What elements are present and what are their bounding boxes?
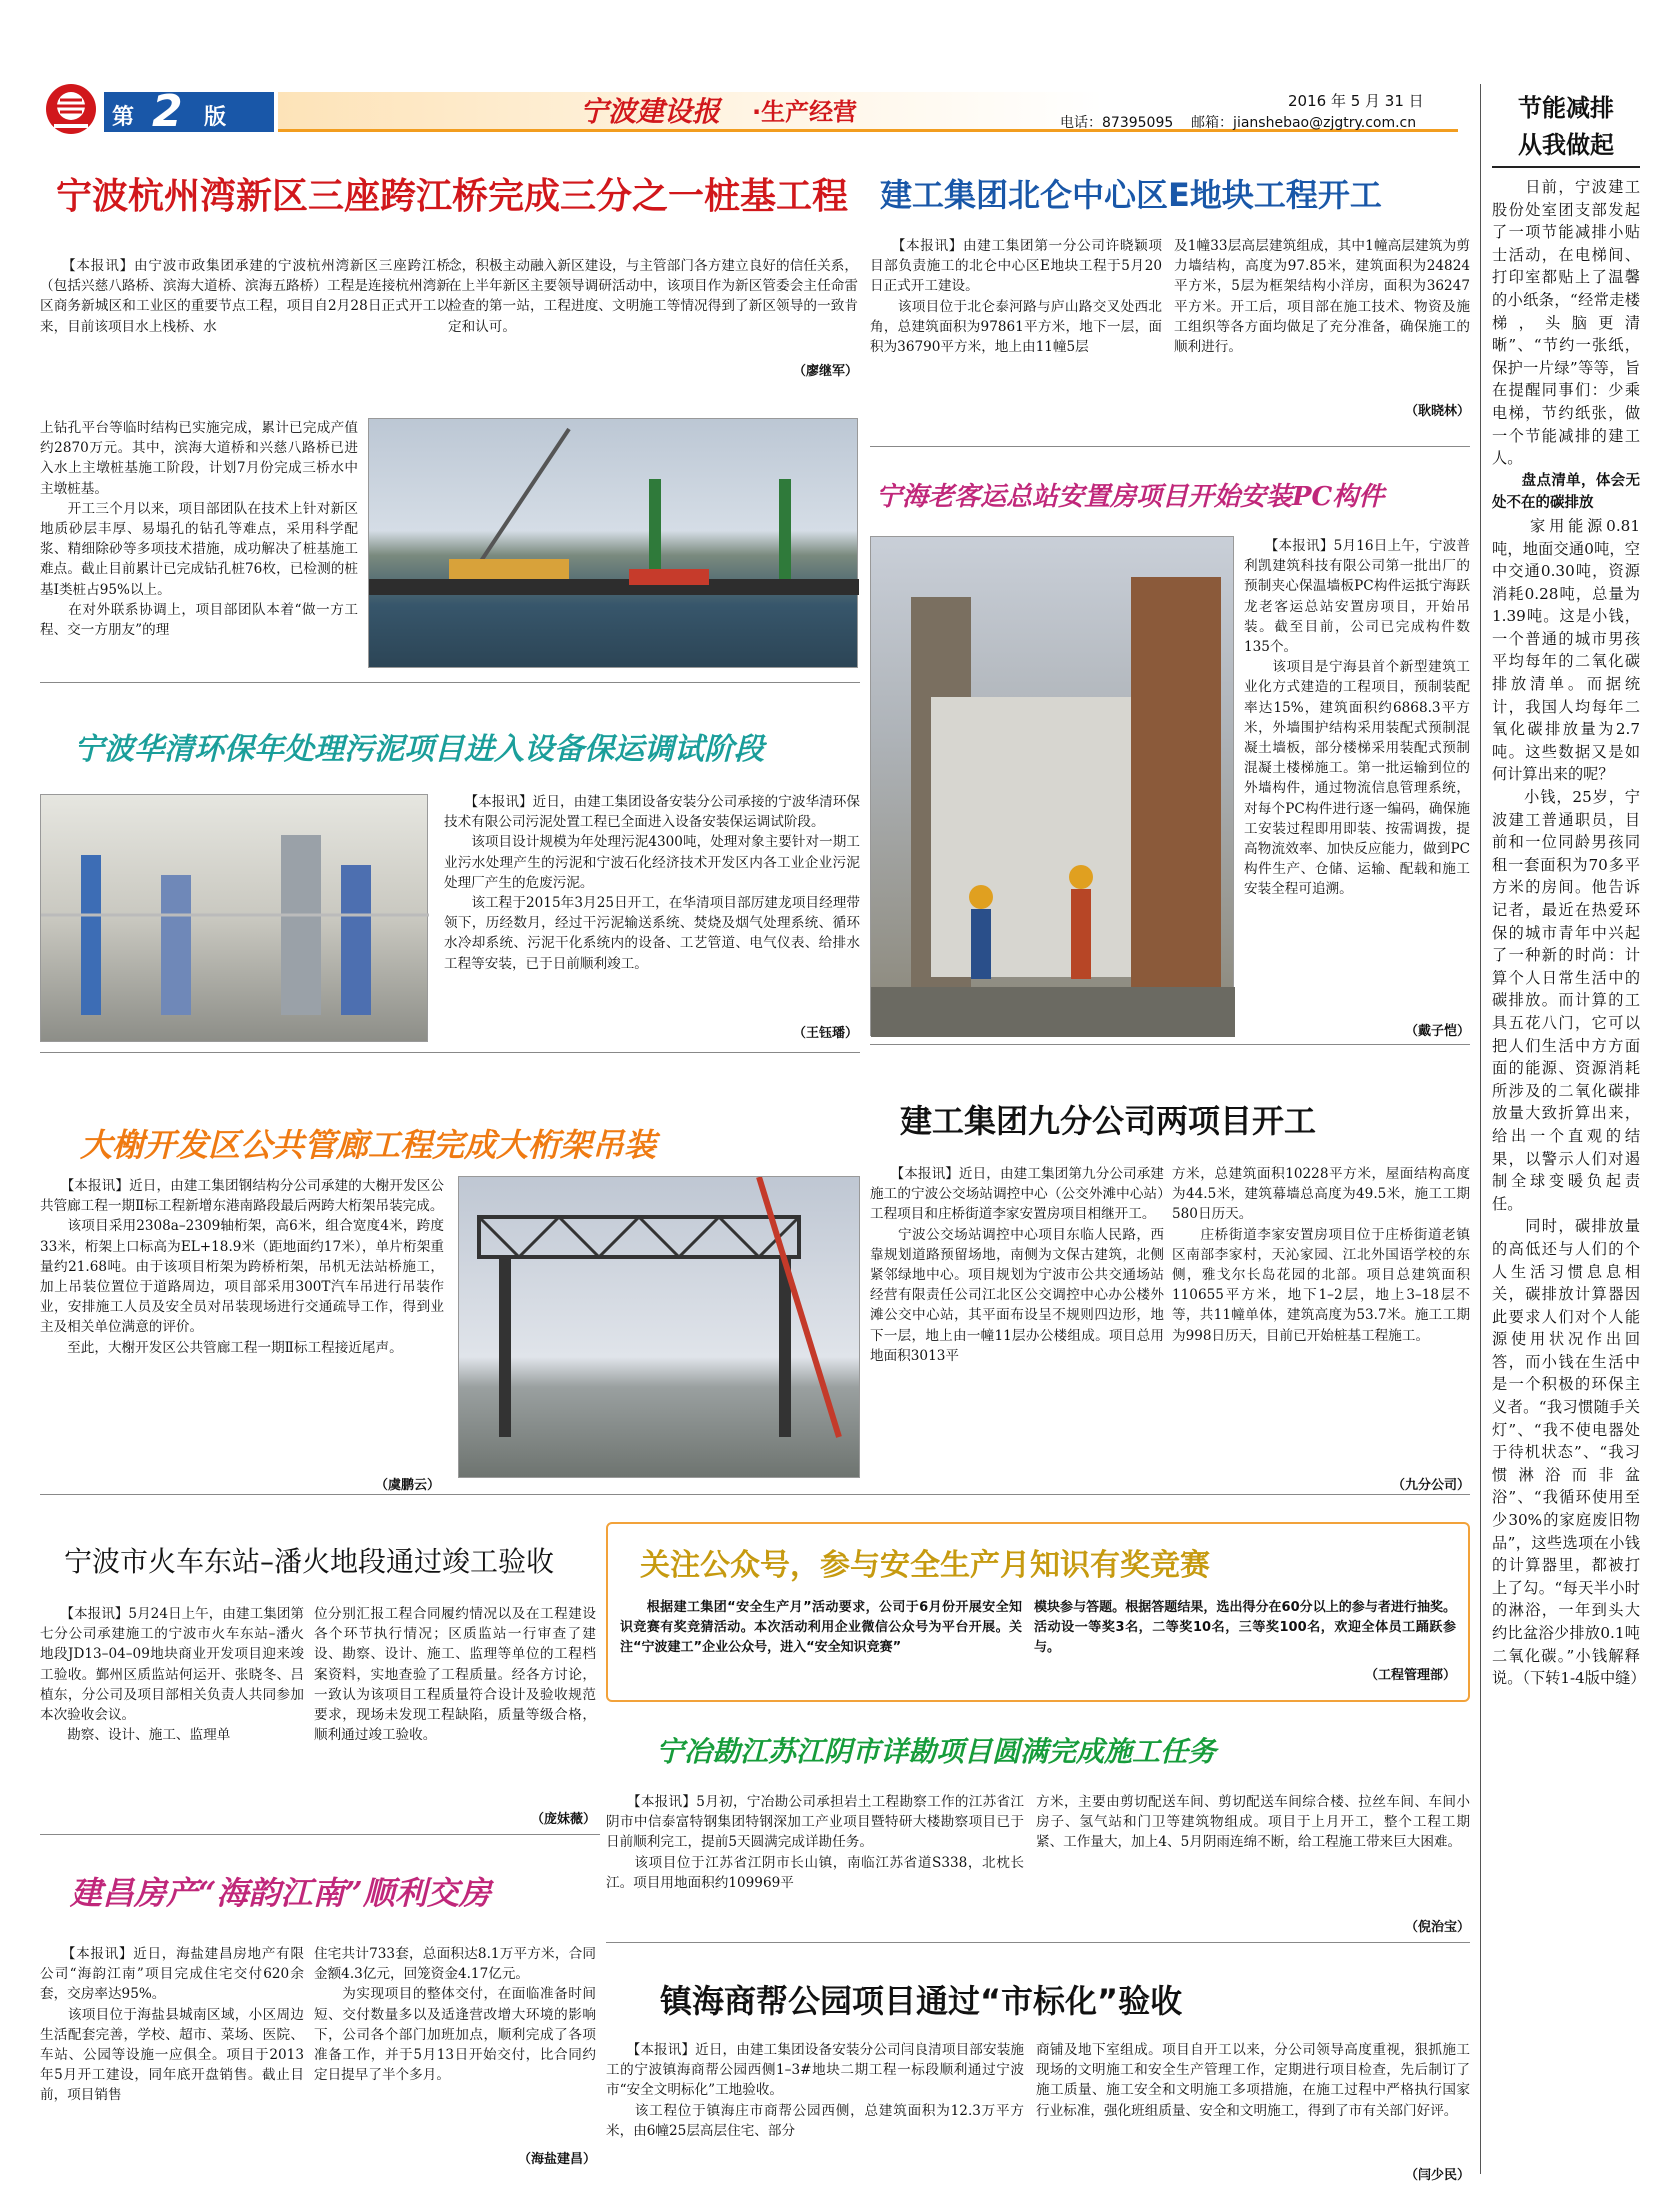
article-a11-author: （闫少民）: [1404, 2168, 1470, 2183]
contact-info: 电话：87395095 邮箱：jianshebao@zjgtry.com.cn: [1060, 115, 1417, 131]
article-a9-author: （工程管理部）: [1364, 1668, 1456, 1683]
article-a2-author: （王钰璠）: [792, 1026, 858, 1041]
article-a6-author: （九分公司）: [1391, 1478, 1470, 1493]
article-a10-col2: 方米，主要由剪切配送车间、剪切配送车间综合楼、拉丝车间、车间小房子、氢气站和门卫等建筑物组成。项目于上月开工，整个工程工期紧、工作量大，加上4、5月阴雨连绵不断，给工程施工带来巨大困难。: [1036, 1794, 1470, 1851]
article-a4-col2: 及1幢33层高层建筑组成，其中1幢高层建筑为剪力墙结构，高度为97.85米，建筑面积为24824平方米，5层为框架结构小洋房，面积为36247平方米。开工后，项目部在施工技术、物资及施工组织等各方面均做足了充分准备，确保施工的顺利进行。: [1174, 238, 1470, 356]
sidebar-para-1: 日前，宁波建工股份处室团支部发起了一项节能减排小贴士活动，在电梯间、打印室都贴上了温馨的小纸条，“经常走楼梯，头脑更清晰”、“节约一张纸，保护一片绿”等等，旨在提醒同事们：少乘电梯，节约纸张，做一个节能减排的建工人。: [1492, 178, 1640, 468]
article-a4-author: （耿晓林）: [1404, 404, 1470, 419]
pc-panel-install-photo: [870, 536, 1234, 1036]
article-a5-body: 【本报讯】5月16日上午，宁波普利凯建筑科技有限公司第一批出厂的预制夹心保温墙板PC构件运抵宁海跃龙老客运总站安置房项目，开始吊装。截至目前，公司已完成构件数135个。 该项目是宁海县首个新型建筑工业化方式建造的工程项目，预制装配率达15%，建筑面积约6868.3平方米，外墙围护结构采用装配式预制混凝土墙板，部分楼梯采用装配式预制混凝土楼梯施工。第一批运输到位的外墙构件，通过物流信息管理系统，对每个PC构件进行逐一编码，确保施工安装过程即用即装、按需调拨，提高物流效率、加快反应能力，做到PC构件生产、仓储、运输、配载和施工安装全程可追溯。: [1244, 538, 1470, 898]
sidebar-title-1: 节能减排: [1518, 94, 1614, 122]
article-a4-col1: 【本报讯】由建工集团第一分公司许晓颖项目部负责施工的北仑中心区E地块工程于5月20日正式开工建设。 该项目位于北仑泰河路与庐山路交叉处西北角，总建筑面积为97861平方米，地下一层，面积为36790平方米，地上由11幢5层: [870, 238, 1162, 356]
logo-icon: [46, 84, 96, 134]
article-a1-col1b: 上钻孔平台等临时结构已实施完成，累计已完成产值约2870万元。其中，滨海大道桥和兴慈八路桥已进入水上主墩桩基施工阶段，计划7月份完成三桥水中主墩桩基。 开工三个月以来，项目部团队在技术上针对新区地质砂层丰厚、易塌孔的钻孔等难点，采用科学配浆、精细除砂等多项技术措施，成功解决了桩基施工难点。截止目前累计已完成钻孔桩76枚，已检测的桩基Ⅰ类桩占95%以上。 在对外联系协调上，项目部团队本着“做一方工程、交一方朋友”的理: [40, 420, 358, 639]
paper-name: 宁波建设报: [580, 95, 721, 128]
headline-a7: 宁波市火车东站–潘火地段通过竣工验收: [64, 1545, 555, 1578]
headline-a4: 建工集团北仑中心区E地块工程开工: [880, 176, 1382, 214]
article-a9-col2: 模块参与答题。根据答题结果，选出得分在60分以上的参与者进行抽奖。活动设一等奖3名，二等奖10名，三等奖100名，欢迎全体员工踊跃参与。: [1034, 1600, 1456, 1656]
article-a7-col1: 【本报讯】5月24日上午，由建工集团第七分公司承建施工的宁波市火车东站–潘火地段JD13–04–09地块商业开发项目迎来竣工验收。鄞州区质监站何运开、张晓冬、吕植东，分公司及项目部相关负责人共同参加本次验收会议。 勘察、设计、施工、监理单: [40, 1606, 304, 1744]
headline-a8: 建昌房产“海韵江南”顺利交房: [70, 1874, 491, 1912]
headline-a2: 宁波华清环保年处理污泥项目进入设备保运调试阶段: [74, 732, 764, 767]
truss-lifting-photo: [458, 1176, 860, 1478]
headline-a6: 建工集团九分公司两项目开工: [900, 1102, 1317, 1140]
article-a1-col2: 念，积极主动融入新区建设，与主管部门各方建立良好的信任关系，在上半年新区主要领导调研活动中，该项目作为新区管委会主任命雷检查的第一站，工程进度、文明施工等情况得到了新区领导的一致肯定和认可。: [448, 258, 858, 335]
headline-a3: 大榭开发区公共管廊工程完成大桁架吊装: [80, 1126, 657, 1164]
article-a11-col1: 【本报讯】近日，由建工集团设备安装分公司闫良清项目部安装施工的宁波镇海商帮公园西侧1–3#地块二期工程一标段顺利通过宁波市“安全文明标化”工地验收。 该工程位于镇海庄市商帮公园西侧，总建筑面积为12.3万平方米，由6幢25层高层住宅、部分: [606, 2042, 1024, 2139]
section-name: ·生产经营: [752, 98, 858, 126]
article-a7-author: （庞妹薇）: [530, 1812, 596, 1827]
headline-a9: 关注公众号，参与安全生产月知识有奖竞赛: [640, 1548, 1210, 1583]
article-a3-body: 【本报讯】近日，由建工集团钢结构分公司承建的大榭开发区公共管廊工程一期Ⅱ标工程新增东港南路段最后两跨大桁架吊装完成。 该项目采用2308a–2309轴桁架，高6米，组合宽度4米，跨度33米，桁架上口标高为EL+18.9米（距地面约17米），单片桁架重量约21.68吨。由于该项目桁架为跨桥桁架，吊机无法站桥施工，加上吊装位置位于道路周边，项目部采用300T汽车吊进行吊装作业，安排施工人员及安全员对吊装现场进行交通疏导工作，得到业主及相关单位满意的评价。 至此，大榭开发区公共管廊工程一期Ⅱ标工程接近尾声。: [40, 1178, 444, 1356]
sludge-plant-photo: [40, 794, 428, 1042]
article-a2-body: 【本报讯】近日，由建工集团设备安装分公司承接的宁波华清环保技术有限公司污泥处置工程已全面进入设备安装保运调试阶段。 该项目设计规模为年处理污泥4300吨，处理对象主要针对一期工业污水处理产生的污泥和宁波石化经济技术开发区内各工业企业污泥处理厂产生的危废污泥。 该工程于2015年3月25日开工，在华清项目部厉建龙项目经理带领下，历经数月，经过干污泥输送系统、焚烧及烟气处理系统、循环水冷却系统、污泥干化系统内的设备、工艺管道、电气仪表、给排水工程等安装，已于日前顺利竣工。: [444, 794, 860, 972]
masthead: [40, 84, 1476, 136]
issue-date: 2016 年 5 月 31 日: [1288, 92, 1424, 110]
bridge-construction-photo: [368, 418, 858, 668]
article-a8-author: （海盐建昌）: [517, 2152, 596, 2167]
headline-a10: 宁冶勘江苏江阴市详勘项目圆满完成施工任务: [656, 1735, 1217, 1768]
sidebar-title-2: 从我做起: [1518, 131, 1614, 159]
page-number: 2: [152, 86, 183, 137]
page-suffix: 版: [204, 105, 227, 130]
sidebar-subhead: 盘点清单，体会无处不在的碳排放: [1492, 472, 1640, 512]
article-a8-col2: 住宅共计733套，总面积达8.1万平方米，合同金额4.3亿元，回笼资金4.17亿元。 为实现项目的整体交付，在面临准备时间短、交付数量多以及适逢营改增大环境的影响下，公司各个部门加班加点，顺利完成了各项准备工作，并于5月13日开始交付，比合同约定日提早了半个多月。: [314, 1946, 596, 2084]
article-a1-author: （廖继军）: [792, 364, 858, 379]
headline-a11: 镇海商帮公园项目通过“市标化”验收: [660, 1982, 1183, 2020]
article-a1-col1: 【本报讯】由宁波市政集团承建的宁波杭州湾新区三座跨江桥（包括兴慈八路桥、滨海大道桥、滨海五路桥）工程是连接杭州湾新区商务新城区和工业区的重要节点工程，项目自2月28日正式开工以来，目前该项目水上栈桥、水: [40, 258, 450, 335]
article-a8-col1: 【本报讯】近日，海盐建昌房地产有限公司“海韵江南”项目完成住宅交付620余套，交房率达95%。 该项目位于海盐县城南区域，小区周边生活配套完善，学校、超市、菜场、医院、车站、公园等设施一应俱全。项目于2013年5月开工建设，同年底开盘销售。截止目前，项目销售: [40, 1946, 304, 2104]
article-a5-author: （戴子恺）: [1404, 1024, 1470, 1039]
article-a7-col2: 位分别汇报工程合同履约情况以及在工程建设各个环节执行情况；区质监站一行审查了建设、勘察、设计、施工、监理等单位的工程档案资料，实地查验了工程质量。经各方讨论，一致认为该项目工程质量符合设计及验收规范要求，现场未发现工程缺陷，质量等级合格，顺利通过竣工验收。: [314, 1606, 596, 1744]
article-a11-col2: 商铺及地下室组成。项目自开工以来，分公司领导高度重视，狠抓施工现场的文明施工和安全生产管理工作，定期进行项目检查，先后制订了施工质量、施工安全和文明施工多项措施，在施工过程中严格执行国家行业标准，强化班组质量、安全和文明施工，得到了市有关部门好评。: [1036, 2042, 1470, 2119]
headline-a1: 宁波杭州湾新区三座跨江桥完成三分之一桩基工程: [56, 176, 849, 217]
sidebar: [1492, 88, 1646, 1690]
sidebar-para-2: 家用能源0.81吨，地面交通0吨，空中交通0.30吨，资源消耗0.28吨，总量为1.39吨。这是小钱，一个普通的城市男孩平均每年的二氧化碳排放清单。而据统计，我国人均每年二氧化碳排放量为2.7吨。这些数据又是如何计算出来的呢？ 小钱，25岁，宁波建工普通职员，目前和一位同龄男孩同租一套面积为70多平方米的房间。他告诉记者，最近在热爱环保的城市青年中兴起了一种新的时尚：计算个人日常生活中的碳排放。而计算的工具五花八门，它可以把人们生活中方方面面的能源、资源消耗所涉及的二氧化碳排放量大致折算出来，给出一个直观的结果，以警示人们对遏制全球变暖负起责任。 同时，碳排放量的高低还与人们的个人生活习惯息息相关，碳排放计算器因此要求人们对个人能源使用状况作出回答，而小钱在生活中是一个积极的环保主义者。“我习惯随手关灯”、“我不使电器处于待机状态”、“我习惯淋浴而非盆浴”、“我循环使用至少30%的家庭废旧物品”，这些选项在小钱的计算器里，都被打上了勾。“每天半小时的淋浴，一年到头大约比盆浴少排放0.1吨二氧化碳。”小钱解释说。（下转1-4版中缝）: [1492, 516, 1646, 1688]
sidebar-column: [1480, 84, 1481, 2174]
article-a10-author: （倪治宝）: [1404, 1920, 1470, 1935]
article-a6-col2: 方米，总建筑面积10228平方米，屋面结构高度为44.5米，建筑幕墙总高度为49.5米，施工工期580日历天。 庄桥街道李家安置房项目位于庄桥街道老镇区南部李家村，天沁家园、江北外国语学校的东侧，雅戈尔长岛花园的北部。项目总建筑面积110655平方米，地下1–2层，地上3–18层不等，共11幢单体，建筑高度为53.7米。施工工期为998日历天，目前已开始桩基工程施工。: [1172, 1166, 1470, 1344]
article-a10-col1: 【本报讯】5月初，宁冶勘公司承担岩土工程勘察工作的江苏省江阴市中信泰富特钢集团特钢深加工产业项目暨特研大楼勘察项目已于日前顺利完工，提前5天圆满完成详勘任务。 该项目位于江苏省江阴市长山镇，南临江苏省道S338，北枕长江。项目用地面积约109969平: [606, 1794, 1024, 1891]
article-a3-author: （虞鹏云）: [374, 1478, 440, 1493]
article-a6-col1: 【本报讯】近日，由建工集团第九分公司承建施工的宁波公交场站调控中心（公交外滩中心站）工程项目和庄桥街道李家安置房项目相继开工。 宁波公交场站调控中心项目东临人民路，西靠规划道路预留场地，南侧为文保古建筑，北侧紧邻绿地中心。项目规划为宁波市公共交通场站经营有限责任公司江北区公交调控中心办公楼外滩公交中心站，其平面布设呈不规则四边形，地下一层，地上由一幢11层办公楼组成。项目总用地面积3013平: [870, 1166, 1164, 1364]
page-label: [104, 86, 274, 137]
page-prefix: 第: [112, 105, 135, 130]
article-a9-col1: 根据建工集团“安全生产月”活动要求，公司于6月份开展安全知识竞赛有奖竞猜活动。本次活动利用企业微信公众号为平台开展。关注“宁波建工”企业公众号，进入“安全知识竞赛”: [620, 1600, 1022, 1656]
headline-a5: 宁海老客运总站安置房项目开始安装PC构件: [876, 482, 1385, 512]
